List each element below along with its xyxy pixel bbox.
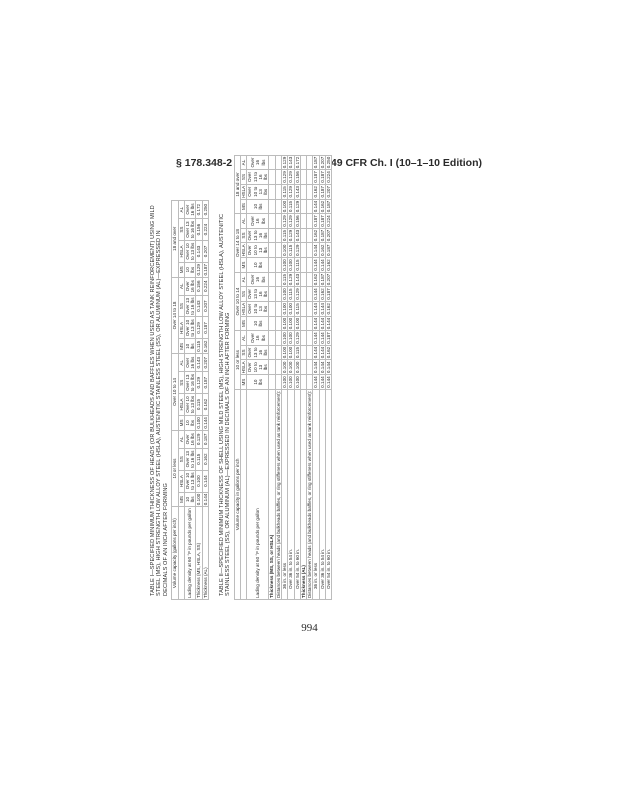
- table-cell: 0.224: [326, 215, 332, 227]
- table-cell: 0.187: [319, 186, 325, 198]
- table-cell: 0.187: [319, 171, 325, 183]
- table-cell: Over 10 to 13 lbs: [247, 360, 269, 375]
- table-cell: 0.115: [294, 259, 300, 271]
- table-cell: Over 16 lbs: [247, 331, 269, 346]
- table-cell: 0.144: [319, 346, 325, 359]
- table-cell: Over 13 to 16 lbs: [184, 448, 196, 470]
- table-cell: 0.129: [288, 186, 294, 198]
- table-cell: 0.100: [288, 317, 294, 330]
- table-cell: 0.162: [326, 259, 332, 271]
- table-cell: 0.144: [319, 332, 325, 344]
- table2-group-header: Over 14 to 18: [234, 214, 240, 273]
- table1-material-cell: MS: [178, 339, 184, 354]
- table-cell: 0.100: [288, 361, 294, 374]
- table2-group-header: 18 and over: [234, 155, 240, 214]
- table1-group-header: Over 10 to 14: [172, 354, 178, 431]
- table-cell: 0.187: [326, 200, 332, 213]
- table-cell: 0.187: [319, 215, 325, 227]
- table1: [171, 200, 209, 600]
- table-row: [326, 155, 332, 599]
- table-cell: 10 lbs: [247, 258, 269, 273]
- table-cell: 0.129: [294, 332, 300, 344]
- table-cell: 0.144: [319, 361, 325, 374]
- table-cell: 0.100: [282, 346, 288, 359]
- table-cell: Over 13 to 16 lbs: [247, 170, 269, 185]
- table-cell: 0.100: [288, 259, 294, 271]
- row-label: Thickness (AL): [202, 507, 208, 600]
- table2-material-cell: MS: [241, 316, 247, 331]
- table1-material-cell: AL: [178, 354, 184, 372]
- table1-material-cell: HSLA: [178, 240, 184, 262]
- table-cell: 0.129: [282, 215, 288, 227]
- table-cell: 0.144: [319, 376, 325, 388]
- table-cell: 0.100: [282, 288, 288, 300]
- table-cell: 0.115: [282, 273, 288, 286]
- table-cell: 0.187: [202, 317, 208, 339]
- table-cell: 0.143: [196, 295, 202, 317]
- table-cell: Over 16 lbs: [247, 214, 269, 229]
- table-cell: 0.144: [313, 200, 319, 213]
- table-cell: 0.129: [196, 430, 202, 448]
- table-cell: 0.162: [319, 244, 325, 257]
- table-cell: 0.162: [202, 448, 208, 470]
- table-cell: 0.144: [313, 303, 319, 315]
- table1-group-header: Over 14 to 18: [172, 277, 178, 354]
- table-cell: Over 16 lbs: [184, 277, 196, 295]
- table-cell: 0.224: [326, 171, 332, 183]
- table-cell: 0.187: [313, 156, 319, 169]
- table-cell: 0.144: [202, 470, 208, 492]
- table-cell: 0.144: [313, 346, 319, 359]
- table-cell: 0.129: [196, 264, 202, 276]
- table1-group-header: 10 or less: [172, 430, 178, 507]
- table-cell: 0.224: [202, 277, 208, 295]
- table-cell: Over 10 to 13 lbs: [247, 301, 269, 316]
- table-cell: 0.129: [282, 171, 288, 183]
- table-cell: 0.187: [313, 215, 319, 227]
- table-cell: 0.143: [294, 186, 300, 198]
- table-cell: 10 lbs: [247, 316, 269, 331]
- row-label: Lading density at 60 °F in pounds per gallon: [184, 507, 196, 600]
- table-cell: 0.100: [196, 493, 202, 506]
- table2-material-cell: SS: [241, 228, 247, 243]
- table-cell: 0.156: [196, 277, 202, 295]
- table-cell: 0.100: [196, 417, 202, 429]
- table2-material-cell: SS: [241, 170, 247, 185]
- table-cell: Over 16 lbs: [184, 354, 196, 372]
- table-cell: 0.129: [288, 215, 294, 227]
- table-cell: Over 10 to 13 lbs: [247, 243, 269, 258]
- table-cell: 10 lbs: [247, 199, 269, 214]
- table1-material-cell: MS: [178, 416, 184, 431]
- table-cell: 0.100: [282, 303, 288, 315]
- table1-material-cell: HSLA: [178, 394, 184, 416]
- table-cell: 10 lbs: [247, 375, 269, 390]
- table2-material-cell: MS: [241, 375, 247, 390]
- table-cell: 0.162: [202, 340, 208, 353]
- table2-material-cell: AL: [241, 331, 247, 346]
- table1-stub-header: Volume capacity (gallons per inch): [172, 507, 178, 600]
- table-cell: 0.100: [288, 332, 294, 344]
- row-label: Distances between heads (and bulkheads baffles, or ring stiffeners when used as tank reinforcement):: [307, 390, 313, 598]
- table1-material-cell: SS: [178, 219, 184, 241]
- table-cell: Over 10 to 13 lbs: [184, 394, 196, 416]
- table-cell: 0.187: [326, 332, 332, 344]
- table-cell: 0.129: [294, 244, 300, 257]
- table2-body: [241, 155, 332, 599]
- table-cell: Over 13 to 16 lbs: [184, 372, 196, 394]
- table-cell: 10 lbs: [184, 492, 196, 507]
- table-cell: 0.162: [326, 303, 332, 315]
- table-cell: Over 13 to 16 lbs: [247, 345, 269, 360]
- table-cell: Over 16 lbs: [247, 272, 269, 287]
- table2-material-cell: HSLA: [241, 185, 247, 198]
- table-cell: 0.187: [202, 372, 208, 394]
- table-cell: 0.129: [294, 200, 300, 213]
- table-cell: 10 lbs: [184, 416, 196, 431]
- table2-caption: TABLE II—SPECIFIED MINIMUM THICKNESS OF SHELL USING MILD STEEL (MS), HIGH STRENGTH LOW ALLOY STEEL (HSLA), AUSTENITIC STAINLESS STEEL (SS), OR ALUMINUM (AL)—EXPRESSED IN DECIMALS OF AN INCH AFTER FORMING: [218, 213, 232, 596]
- table-cell: 0.187: [319, 273, 325, 286]
- table-row: [184, 201, 196, 600]
- table-cell: 0.144: [326, 376, 332, 388]
- table-cell: 0.100: [294, 361, 300, 374]
- table-row: [202, 201, 208, 600]
- table-cell: 0.143: [288, 156, 294, 169]
- table-cell: 0.100: [288, 346, 294, 359]
- table-cell: 0.207: [326, 273, 332, 286]
- table-cell: 10 lbs: [184, 262, 196, 277]
- table2-material-cell: SS: [241, 287, 247, 302]
- row-label: Over 36 in. to 54 in.: [288, 389, 294, 599]
- table-cell: 0.172: [196, 201, 202, 219]
- table-cell: 0.144: [313, 376, 319, 388]
- table1-material-cell: MS: [178, 262, 184, 277]
- table2-material-cell: AL: [241, 155, 247, 170]
- table-cell: 0.129: [288, 171, 294, 183]
- table2-material-cell: HSLA: [241, 361, 247, 374]
- table-cell: 0.144: [313, 259, 319, 271]
- table-cell: Over 10 to 13 lbs: [247, 184, 269, 199]
- table-cell: 0.207: [326, 229, 332, 242]
- table-cell: 0.187: [313, 171, 319, 183]
- table-cell: 0.144: [313, 317, 319, 330]
- table-cell: 0.162: [319, 200, 325, 213]
- table-cell: Over 10 to 13 lbs: [184, 470, 196, 492]
- row-label: Over 54 in. to 60 in.: [294, 389, 300, 599]
- table-row: [247, 155, 269, 599]
- table-cell: 0.144: [202, 493, 208, 506]
- table1-material-cell: HSLA: [178, 317, 184, 339]
- table-cell: Over 10 to 13 lbs: [184, 240, 196, 262]
- table-cell: Over 13 to 16 lbs: [247, 228, 269, 243]
- table-cell: Over 13 to 16 lbs: [184, 219, 196, 241]
- table2: [234, 155, 333, 600]
- row-label: 36 in. or less: [282, 389, 288, 599]
- table-cell: 10 lbs: [184, 339, 196, 354]
- table-cell: 0.207: [202, 240, 208, 262]
- table2-material-cell: AL: [241, 214, 247, 229]
- table-cell: 0.115: [288, 200, 294, 213]
- table-cell: 0.162: [202, 394, 208, 416]
- row-label: Thickness (MS, SS, or HSLA): [269, 389, 275, 599]
- table-cell: 0.156: [196, 219, 202, 241]
- table-cell: 0.187: [326, 288, 332, 300]
- table-cell: Over 16 lbs: [184, 430, 196, 448]
- table2-material-cell: AL: [241, 272, 247, 287]
- table-cell: Over 16 lbs: [184, 201, 196, 219]
- table-cell: 0.187: [319, 229, 325, 242]
- table2-stub-header: Volume capacity in gallons per inch: [234, 389, 240, 599]
- table-cell: Over 13 to 16 lbs: [247, 287, 269, 302]
- table-cell: 0.100: [288, 303, 294, 315]
- table-cell: 0.144: [313, 361, 319, 374]
- table-cell: 0.144: [326, 361, 332, 374]
- table-cell: 0.162: [326, 346, 332, 359]
- table-cell: 0.100: [294, 317, 300, 330]
- table-cell: Over 13 to 16 lbs: [184, 295, 196, 317]
- table-cell: 0.143: [294, 273, 300, 286]
- table-cell: 0.207: [326, 186, 332, 198]
- table-cell: 0.144: [319, 317, 325, 330]
- table1-material-cell: AL: [178, 430, 184, 448]
- table-cell: 0.100: [196, 470, 202, 492]
- table-cell: 0.115: [282, 229, 288, 242]
- table2-group-header: 10 or less: [234, 331, 240, 390]
- running-header-title: 49 CFR Ch. I (10–1–10 Edition): [330, 157, 482, 169]
- table1-material-cell: MS: [178, 492, 184, 507]
- table-cell: 0.115: [288, 244, 294, 256]
- table-cell: 0.207: [202, 354, 208, 372]
- table-cell: 0.100: [282, 332, 288, 344]
- table-cell: 0.162: [313, 229, 319, 242]
- table-cell: 0.100: [282, 200, 288, 213]
- table-cell: 0.115: [294, 303, 300, 315]
- table-cell: 0.162: [313, 273, 319, 286]
- table2-material-cell: MS: [241, 199, 247, 214]
- table-cell: 0.144: [313, 332, 319, 344]
- table-cell: 0.144: [202, 417, 208, 429]
- table-cell: 0.207: [202, 295, 208, 317]
- table-cell: 0.129: [196, 372, 202, 394]
- table-cell: 0.129: [288, 273, 294, 286]
- table-cell: 0.207: [319, 156, 325, 169]
- table-cell: 0.100: [288, 376, 294, 388]
- table1-caption: TABLE I—SPECIFIED MINIMUM THICKNESS OF HEADS (OR BULKHEADS AND BAFFLES WHEN USED AS TANK REINFORCEMENT) USING MILD STEEL (MS), HIGH STRENGTH LOW ALLOY STEEL (HSLA), AUSTENITIC STAINLESS STEEL (SS), OR ALUMINUM (AL)—EXPRESSED IN DECIMALS OF AN INCH AFTER FORMING: [150, 205, 169, 596]
- table-cell: 0.156: [294, 215, 300, 227]
- table-cell: Over 10 to 13 lbs: [184, 317, 196, 339]
- table1-material-cell: AL: [178, 277, 184, 295]
- table-cell: 0.115: [196, 448, 202, 470]
- table-cell: 0.100: [282, 361, 288, 374]
- table-cell: 0.129: [294, 288, 300, 300]
- table-cell: 0.100: [282, 376, 288, 388]
- row-label: Thickness (MS, HSLA, SS): [196, 507, 202, 600]
- table-cell: 0.156: [294, 171, 300, 183]
- table-cell: 0.144: [319, 303, 325, 315]
- table-cell: 0.162: [319, 288, 325, 300]
- table1-material-cell: SS: [178, 295, 184, 317]
- table-cell: 0.250: [202, 201, 208, 219]
- table-cell: 0.144: [319, 259, 325, 271]
- table-cell: Over 16 lbs: [247, 155, 269, 170]
- row-label: 36 in. or less: [313, 389, 319, 599]
- table-cell: 0.144: [313, 288, 319, 300]
- table-cell: 0.100: [282, 259, 288, 271]
- row-label: Over 54 in. to 60 in.: [326, 389, 332, 599]
- table1-material-cell: SS: [178, 448, 184, 470]
- table2-material-cell: HSLA: [241, 302, 247, 315]
- table-cell: 0.187: [202, 264, 208, 276]
- table1-body: [178, 201, 208, 600]
- running-header-section: § 178.348-2: [176, 157, 233, 169]
- table-cell: 0.115: [288, 288, 294, 300]
- table-cell: 0.100: [294, 376, 300, 388]
- table-cell: 0.100: [282, 317, 288, 330]
- row-label: Distances between heads (and bulkheads baffles, or ring stiffeners when used as tank reinforcement):: [275, 390, 281, 598]
- table1-material-cell: HSLA: [178, 470, 184, 492]
- table2-material-cell: HSLA: [241, 244, 247, 257]
- row-label: Lading density at 60 °F in pounds per gallon: [247, 389, 269, 599]
- table-cell: 0.144: [326, 317, 332, 330]
- table2-material-cell: MS: [241, 258, 247, 273]
- row-label: Thickness (AL): [300, 389, 306, 599]
- table-cell: 0.129: [288, 229, 294, 242]
- page-number: 994: [301, 622, 318, 634]
- table-cell: 0.187: [202, 430, 208, 448]
- table1-material-cell: AL: [178, 201, 184, 219]
- table-cell: 0.129: [196, 317, 202, 339]
- table-cell: 0.172: [294, 156, 300, 169]
- table1-material-cell: SS: [178, 372, 184, 394]
- row-label: Over 36 in. to 54 in.: [319, 389, 325, 599]
- table-cell: 0.144: [313, 244, 319, 257]
- table-cell: 0.224: [202, 219, 208, 241]
- table-cell: 0.129: [282, 156, 288, 169]
- table-cell: 0.187: [326, 244, 332, 257]
- table2-group-header: Over 10 to 14: [234, 272, 240, 331]
- table-cell: 0.115: [282, 186, 288, 198]
- table-cell: 0.115: [294, 346, 300, 359]
- table-cell: 0.100: [282, 244, 288, 257]
- table-cell: 0.143: [294, 229, 300, 242]
- table-cell: 0.115: [196, 394, 202, 416]
- table-cell: 0.143: [196, 240, 202, 262]
- table1-group-header: 18 and over: [172, 201, 178, 278]
- table-cell: 0.115: [196, 340, 202, 352]
- table-cell: 0.162: [313, 186, 319, 198]
- table-cell: 0.143: [196, 354, 202, 372]
- table-cell: 0.250: [326, 156, 332, 169]
- table2-material-cell: SS: [241, 345, 247, 360]
